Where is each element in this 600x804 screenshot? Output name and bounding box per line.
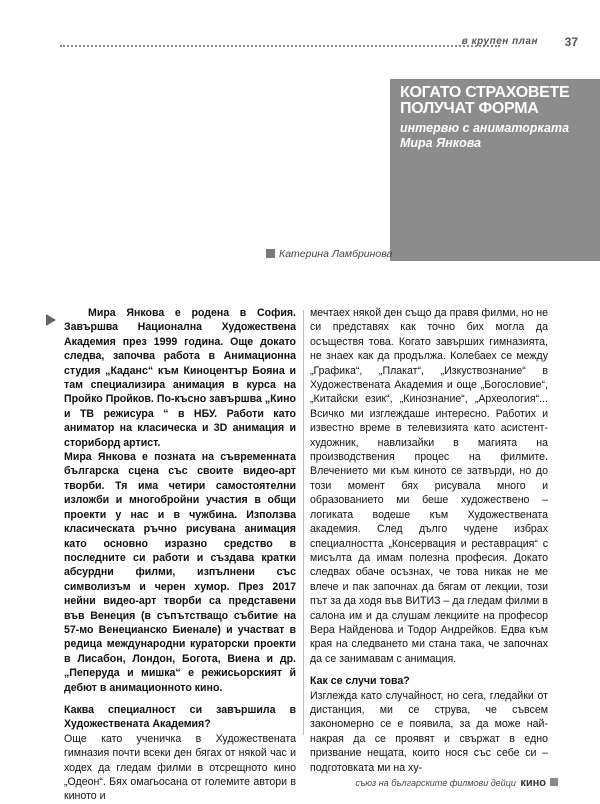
page-number: 37 <box>564 35 578 49</box>
answer-1-part-2: мечтаех някой ден също да правя филми, но не си представях как точно бих могла да осъществя това. Когато завърших гимназията, не знаех как да продължа. Колебаех се между „Графика“, „Плакат“, „Изкуствознание“ в Художествената Академия и още „Богословие“, „Китайски език“, „Кинознание“, „Археология“... Всичко ми изглеждаше интересно. Работих и известно време в телевизията като асистент-художник, навлизайки в магията на производствения процес на филмите. Влечението ми към киното се затвърди, но до този момент бях рисувала много и образованието ми беше художествено – логиката водеше към Художествената академия. След дълго чудене избрах специалността „Консервация и реставрация“ с мисълта да имам полезна професия. Докато следвах обаче осъзнах, че това никак не ме влече и пак започнах да бягам от лекции, този път за да ходя във ВИТИЗ – да гледам филми в салона им и да слушам лекциите на професор Вера Найденова и Тодор Андрейков. Едва към края на следването ми стана така, че започнах да се занимавам с анимация. <box>310 307 548 665</box>
article-title: КОГАТО СТРАХОВЕТЕ ПОЛУЧАТ ФОРМА <box>400 84 570 117</box>
title-box <box>390 79 600 261</box>
footer-publisher: съюз на българските филмови дейци <box>355 778 516 788</box>
answer-2: Изглежда като случайност, но сега, гледайки от дистанция, ми се струва, че съвсем закономерно се е появила, за да може най-накрая да се проявят и свържат в едно призвание нещата, които нося със себе си – подготовката ми на ху- <box>310 689 548 774</box>
question-2: Как се случи това? <box>310 675 410 688</box>
question-1: Каква специалност си завършила в Художествената Академия? <box>64 703 296 731</box>
byline <box>266 248 392 260</box>
author-name: Катерина Ламбринова <box>279 248 393 260</box>
header-dotted-rule <box>60 45 500 47</box>
byline-square-icon <box>266 249 275 258</box>
answer-1-part-1: Още като ученичка в Художествената гимназия почти всеки ден бягах от някой час и ходех да гледам филми в отсрещното кино „Одеон“. Бях омагьосана от големите автори в киното и <box>64 732 296 803</box>
column-divider <box>303 310 304 735</box>
article-subtitle: интервю с аниматорката Мира Янкова <box>400 121 570 150</box>
footer-brand: кино <box>520 777 546 789</box>
left-column <box>64 306 296 804</box>
footer-square-icon <box>550 778 558 786</box>
intro-paragraph-2: Мира Янкова е позната на съвременната българска сцена със своите видео-арт творби. Тя има четири самостоятелни изложби и многобройни участия в общи проекти у нас и в чужбина. Използва класическата ръчно рисувана анимация като основно изразно средство в последните си работи и създава кратки абсурдни филми, изпълнени със символизъм и черен хумор. През 2017 нейни видео-арт творби са представени във Венеция (в съпътстващо събитие на 57-мо Венецианско Биенале) и участват в редица международни кураторски проекти в Лисабон, Лондон, Богота, Виена и др. „Пеперуда и мишка“ е режисьорският й дебют в анимационното кино. <box>64 451 296 694</box>
running-header <box>60 36 578 50</box>
page-footer <box>355 777 558 789</box>
section-label: в крупен план <box>461 36 538 47</box>
right-column <box>310 306 548 775</box>
arrow-marker-icon <box>46 314 56 326</box>
intro-paragraph-1: Мира Янкова е родена в София. Завършва Национална Художествена Академия през 1999 година. Още докато следва, започва работа в Анимационна студия „Каданс“ към Киноцентър Бояна и там специализира анимация в курса на Пройко Пройков. По-късно завършва „Кино и ТВ режисура “ в НБУ. Работи като аниматор на класическа и 3D анимация и сториборд артист. <box>64 307 296 449</box>
